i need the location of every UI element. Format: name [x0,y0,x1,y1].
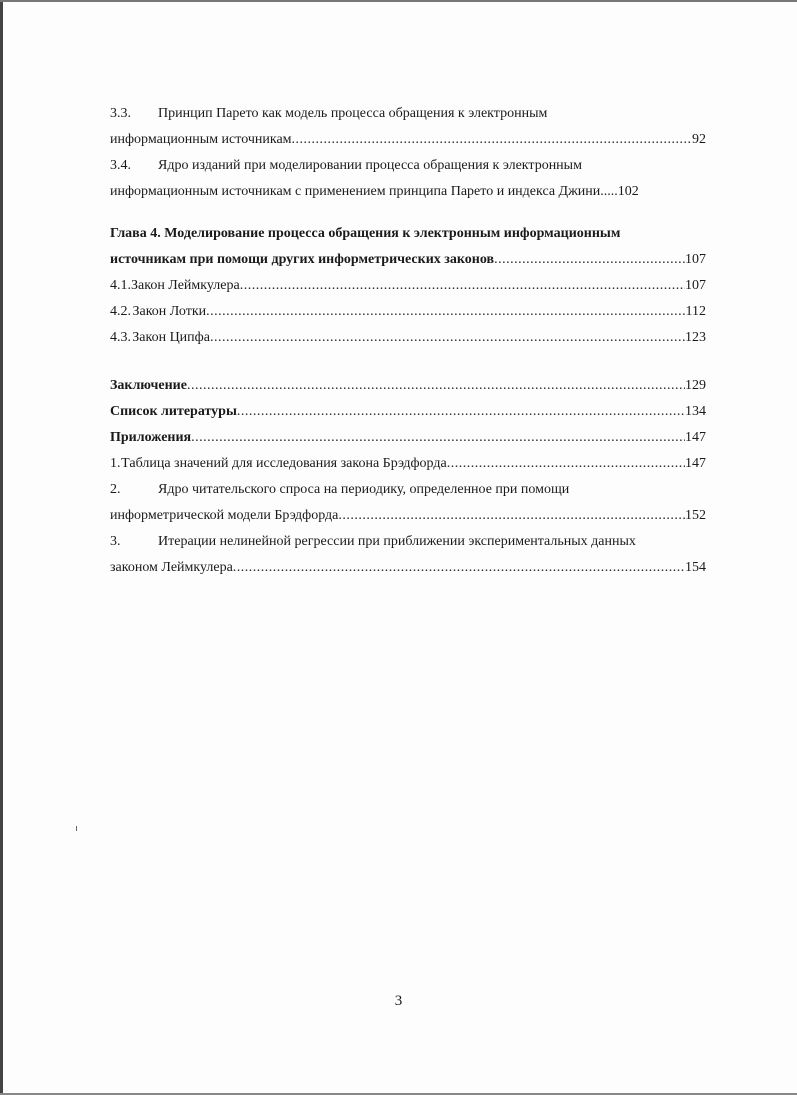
dot-leader [240,273,685,299]
dot-leader [210,325,685,351]
toc-title: Список литературы [110,404,237,419]
toc-title-continued: информетрической модели Брэдфорда [110,508,339,523]
toc-title: Заключение [110,378,187,393]
dot-leader-short: ..... [600,184,618,199]
toc-entry-4-1 [110,273,706,299]
toc-page: 152 [685,508,706,523]
toc-number: 4.1. [110,278,131,293]
dot-leader [494,247,685,273]
toc-page: 147 [685,430,706,445]
toc-references [110,399,706,425]
dot-leader [237,399,685,425]
toc-page: 147 [685,456,706,471]
toc-page: 107 [685,278,706,293]
toc-entry-4-3 [110,325,706,351]
toc-entry-4-2 [110,299,706,325]
toc-page: 112 [685,304,706,319]
toc-page: 123 [685,330,706,345]
toc-title: Приложения [110,430,192,445]
toc-number: 3. [110,534,121,549]
toc-page: 92 [692,132,706,147]
toc-number: 4.3. [110,330,131,345]
toc-chapter-title: Глава 4. Моделирование процесса обращения к электронным информационным [110,226,621,241]
page-number: 3 [394,993,403,1009]
toc-page: 129 [685,378,706,393]
toc-chapter-4-line2 [110,247,706,273]
dot-leader [233,555,685,581]
toc-title-continued: информационным источникам с применением принципа Парето и индекса Джини [110,184,601,199]
toc-page: 154 [685,560,706,575]
toc-entry-3-3-line2 [110,127,706,153]
toc-number: 3.4. [110,158,131,173]
dot-leader [187,373,685,399]
dot-leader [447,451,685,477]
toc-number: 2. [110,482,121,497]
scan-edge-left [0,0,3,1095]
toc-title: Таблица значений для исследования закона Брэдфорда [121,456,447,471]
dot-leader [338,503,685,529]
toc-number: 1. [110,456,121,471]
toc-appendices [110,425,706,451]
scan-edge-top [0,0,797,2]
toc-entry-3-3-line1 [110,101,706,127]
toc-number: 4.2. [110,304,131,319]
toc-chapter-4-line1 [110,221,706,247]
toc-page: 107 [685,252,706,267]
toc-title: Итерации нелинейной регрессии при приближении экспериментальных данных [158,534,636,549]
toc-appendix-2-line2 [110,503,706,529]
toc-title-continued: информационным источникам [110,132,292,147]
toc-title: Закон Лотки [132,304,207,319]
toc-appendix-3-line2 [110,555,706,581]
toc-appendix-1 [110,451,706,477]
toc-title: Закон Леймкулера [131,278,240,293]
toc-number: 3.3. [110,106,131,121]
toc-page: 102 [617,184,639,199]
toc-appendix-2-line1 [110,477,706,503]
toc-entry-3-4-line1 [110,153,706,179]
table-of-contents [110,101,706,581]
dot-leader [292,127,692,153]
toc-title: Принцип Парето как модель процесса обращения к электронным [158,106,548,121]
toc-conclusion [110,373,706,399]
toc-title-continued: законом Леймкулера [110,560,233,575]
toc-entry-3-4-line2 [110,179,706,205]
toc-page: 134 [685,404,706,419]
toc-title: Ядро читательского спроса на периодику, определенное при помощи [158,482,570,497]
toc-title: Ядро изданий при моделировании процесса обращения к электронным [158,158,582,173]
scan-speck [76,826,77,831]
toc-appendix-3-line1 [110,529,706,555]
dot-leader [206,299,685,325]
toc-title: Закон Ципфа [132,330,210,345]
toc-chapter-title-continued: источникам при помощи других информетрических законов [110,252,495,267]
dot-leader [191,425,685,451]
